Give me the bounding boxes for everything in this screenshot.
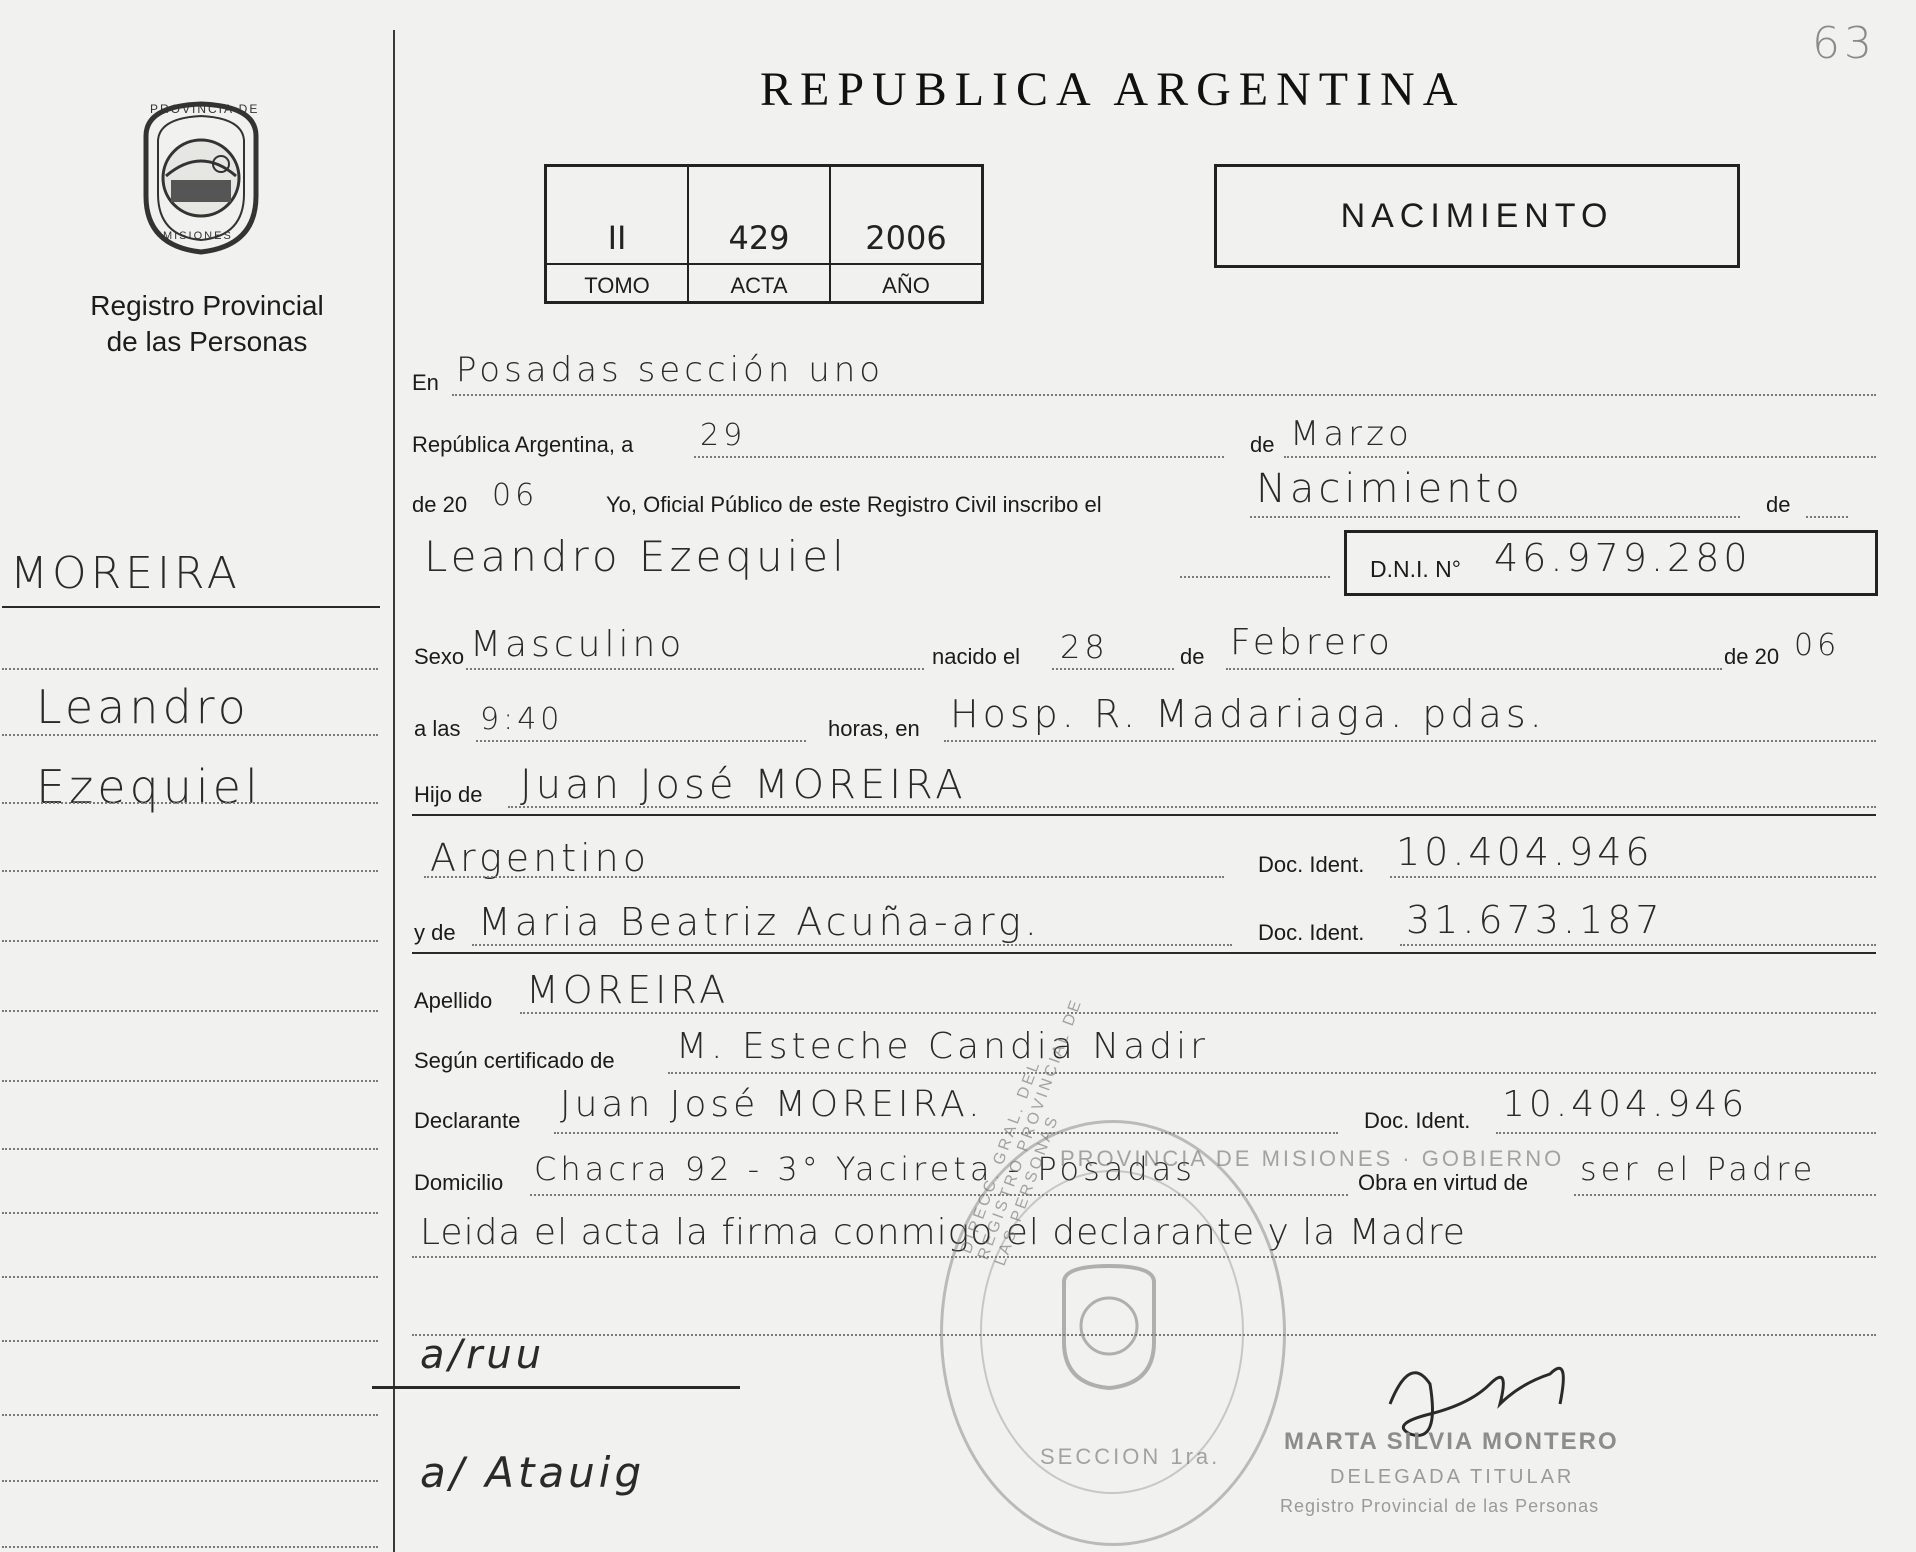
registry-name-line2: de las Personas xyxy=(106,326,308,357)
form-line xyxy=(520,1012,1876,1014)
father-name-value: Juan José MOREIRA xyxy=(520,762,967,808)
dni-label: D.N.I. N° xyxy=(1370,556,1461,582)
seal-text-bottom: SECCION 1ra. xyxy=(1040,1444,1221,1469)
form-line xyxy=(466,668,924,670)
date-label: República Argentina, a xyxy=(412,432,634,457)
form-line xyxy=(476,740,806,742)
form-line xyxy=(668,1072,1876,1074)
birth-month-value: Febrero xyxy=(1230,622,1394,663)
birth-day-value: 28 xyxy=(1060,628,1109,666)
registry-name-line1: Registro Provincial xyxy=(90,290,324,321)
form-line xyxy=(944,740,1876,742)
certificate-label: Según certificado de xyxy=(414,1048,615,1073)
signature-1: a/ruu xyxy=(420,1332,546,1378)
seal-text-outer: DIRECC. GRAL. DEL REGISTRO PROVINCIAL DE LAS PERSONAS xyxy=(958,995,1086,1269)
record-type-box: NACIMIENTO xyxy=(1214,164,1740,268)
declarant-doc-value: 10.404.946 xyxy=(1502,1084,1749,1125)
margin-line xyxy=(2,1080,378,1082)
form-line xyxy=(452,394,1876,396)
reg-day-value: 29 xyxy=(700,418,747,453)
margin-divider xyxy=(393,30,395,1552)
place-value: Posadas sección uno xyxy=(456,350,885,390)
form-line xyxy=(1250,516,1740,518)
address-label: Domicilio xyxy=(414,1170,504,1195)
acta-cell xyxy=(689,167,831,301)
dni-value: 46.979.280 xyxy=(1494,536,1752,580)
sex-label: Sexo xyxy=(414,644,465,669)
margin-line xyxy=(2,1276,378,1278)
margin-line xyxy=(2,734,378,736)
child-name-value: Leandro Ezequiel xyxy=(424,532,848,581)
section-rule xyxy=(412,814,1876,816)
mother-label: y de xyxy=(414,920,456,945)
form-line xyxy=(1180,576,1330,578)
acta-label: ACTA xyxy=(689,263,829,299)
mother-doc-label: Doc. Ident. xyxy=(1258,920,1365,945)
reference-table xyxy=(544,164,984,304)
born-label: nacido el xyxy=(932,644,1021,669)
margin-surname: MOREIRA xyxy=(10,548,241,599)
form-line xyxy=(1284,456,1876,458)
margin-line xyxy=(2,1212,378,1214)
mother-name-value: Maria Beatriz Acuña-arg. xyxy=(478,900,1041,944)
official-name: MARTA SILVIA MONTERO xyxy=(1284,1428,1619,1455)
birth-place-value: Hosp. R. Madariaga. pdas. xyxy=(950,692,1546,736)
surname-label: Apellido xyxy=(414,988,493,1013)
birth-time-value: 9:40 xyxy=(480,702,564,737)
time-label: a las xyxy=(414,716,461,741)
surname-value: MOREIRA xyxy=(526,968,730,1012)
reg-month-value: Marzo xyxy=(1290,414,1413,454)
margin-line xyxy=(2,1148,378,1150)
margin-line xyxy=(2,1340,378,1342)
form-line xyxy=(424,876,1224,878)
certifier-value: M. Esteche Candia Nadir xyxy=(676,1026,1209,1067)
margin-line xyxy=(2,870,378,872)
form-line xyxy=(694,456,1224,458)
seal-emblem xyxy=(1054,1262,1164,1397)
reason-label: Obra en virtud de xyxy=(1358,1170,1528,1195)
birth-year-value: 06 xyxy=(1794,628,1841,663)
reg-year-value: 06 xyxy=(492,478,539,513)
declarant-doc-label: Doc. Ident. xyxy=(1364,1108,1471,1133)
sex-value: Masculino xyxy=(470,624,686,665)
father-doc-value: 10.404.946 xyxy=(1396,830,1654,874)
declarant-value: Juan José MOREIRA. xyxy=(560,1084,984,1125)
tomo-label: TOMO xyxy=(547,263,687,299)
tomo-value: II xyxy=(607,219,627,257)
official-text: Yo, Oficial Público de este Registro Civil inscribo el xyxy=(606,492,1102,517)
father-doc-label: Doc. Ident. xyxy=(1258,852,1365,877)
margin-rule xyxy=(2,606,380,608)
official-org: Registro Provincial de las Personas xyxy=(1280,1496,1600,1516)
declarant-label: Declarante xyxy=(414,1108,521,1133)
form-line xyxy=(1806,516,1848,518)
form-line xyxy=(1052,668,1174,670)
birth-year-label: de 20 xyxy=(1724,644,1780,669)
margin-line xyxy=(2,940,378,942)
mother-doc-value: 31.673.187 xyxy=(1406,898,1664,942)
tomo-cell xyxy=(547,167,689,301)
margin-line xyxy=(2,802,378,804)
act-value: Nacimiento xyxy=(1256,466,1524,512)
form-line xyxy=(1226,668,1722,670)
margin-given-name-2: Ezequiel xyxy=(36,760,262,814)
form-line xyxy=(554,1132,1338,1134)
logo-text-top: PROVINCIA DE xyxy=(150,102,260,116)
birth-place-label: horas, en xyxy=(828,716,920,741)
margin-given-name-1: Leandro xyxy=(36,680,250,734)
form-line xyxy=(1400,944,1876,946)
section-rule xyxy=(412,952,1876,954)
address-value: Chacra 92 - 3° Yacireta - Posadas xyxy=(534,1150,1196,1188)
registry-name xyxy=(72,288,342,360)
acta-value: 429 xyxy=(728,219,790,257)
year-label: de 20 xyxy=(412,492,468,517)
father-nationality-value: Argentino xyxy=(430,836,651,880)
form-line xyxy=(1390,876,1876,878)
place-label: En xyxy=(412,370,439,395)
form-line xyxy=(1574,1194,1876,1196)
country-title: REPUBLICA ARGENTINA xyxy=(760,63,1466,116)
signature-1-stroke xyxy=(372,1386,740,1389)
margin-line xyxy=(2,1480,378,1482)
form-line xyxy=(472,944,1232,946)
logo-text-bottom: MISIONES xyxy=(163,230,233,242)
anio-label: AÑO xyxy=(831,263,981,299)
margin-line xyxy=(2,668,378,670)
signature-2: a/ Atauig xyxy=(420,1448,646,1497)
margin-line xyxy=(2,1010,378,1012)
of-label: de xyxy=(1766,492,1791,517)
month-label: de xyxy=(1250,432,1275,457)
anio-cell xyxy=(831,167,981,301)
official-title: DELEGADA TITULAR xyxy=(1330,1466,1575,1488)
seal-text-inner: PROVINCIA DE MISIONES · GOBIERNO xyxy=(1060,1146,1565,1171)
anio-value: 2006 xyxy=(865,219,947,257)
reason-value: ser el Padre xyxy=(1580,1150,1817,1188)
closing-statement: Leida el acta la firma conmigo el declarante y la Madre xyxy=(420,1212,1466,1253)
form-line xyxy=(1496,1132,1876,1134)
birth-of-label: de xyxy=(1180,644,1205,669)
form-line xyxy=(508,806,1876,808)
margin-line xyxy=(2,1546,378,1548)
father-label: Hijo de xyxy=(414,782,483,807)
page-number: 63 xyxy=(1812,18,1876,69)
margin-line xyxy=(2,1414,378,1416)
